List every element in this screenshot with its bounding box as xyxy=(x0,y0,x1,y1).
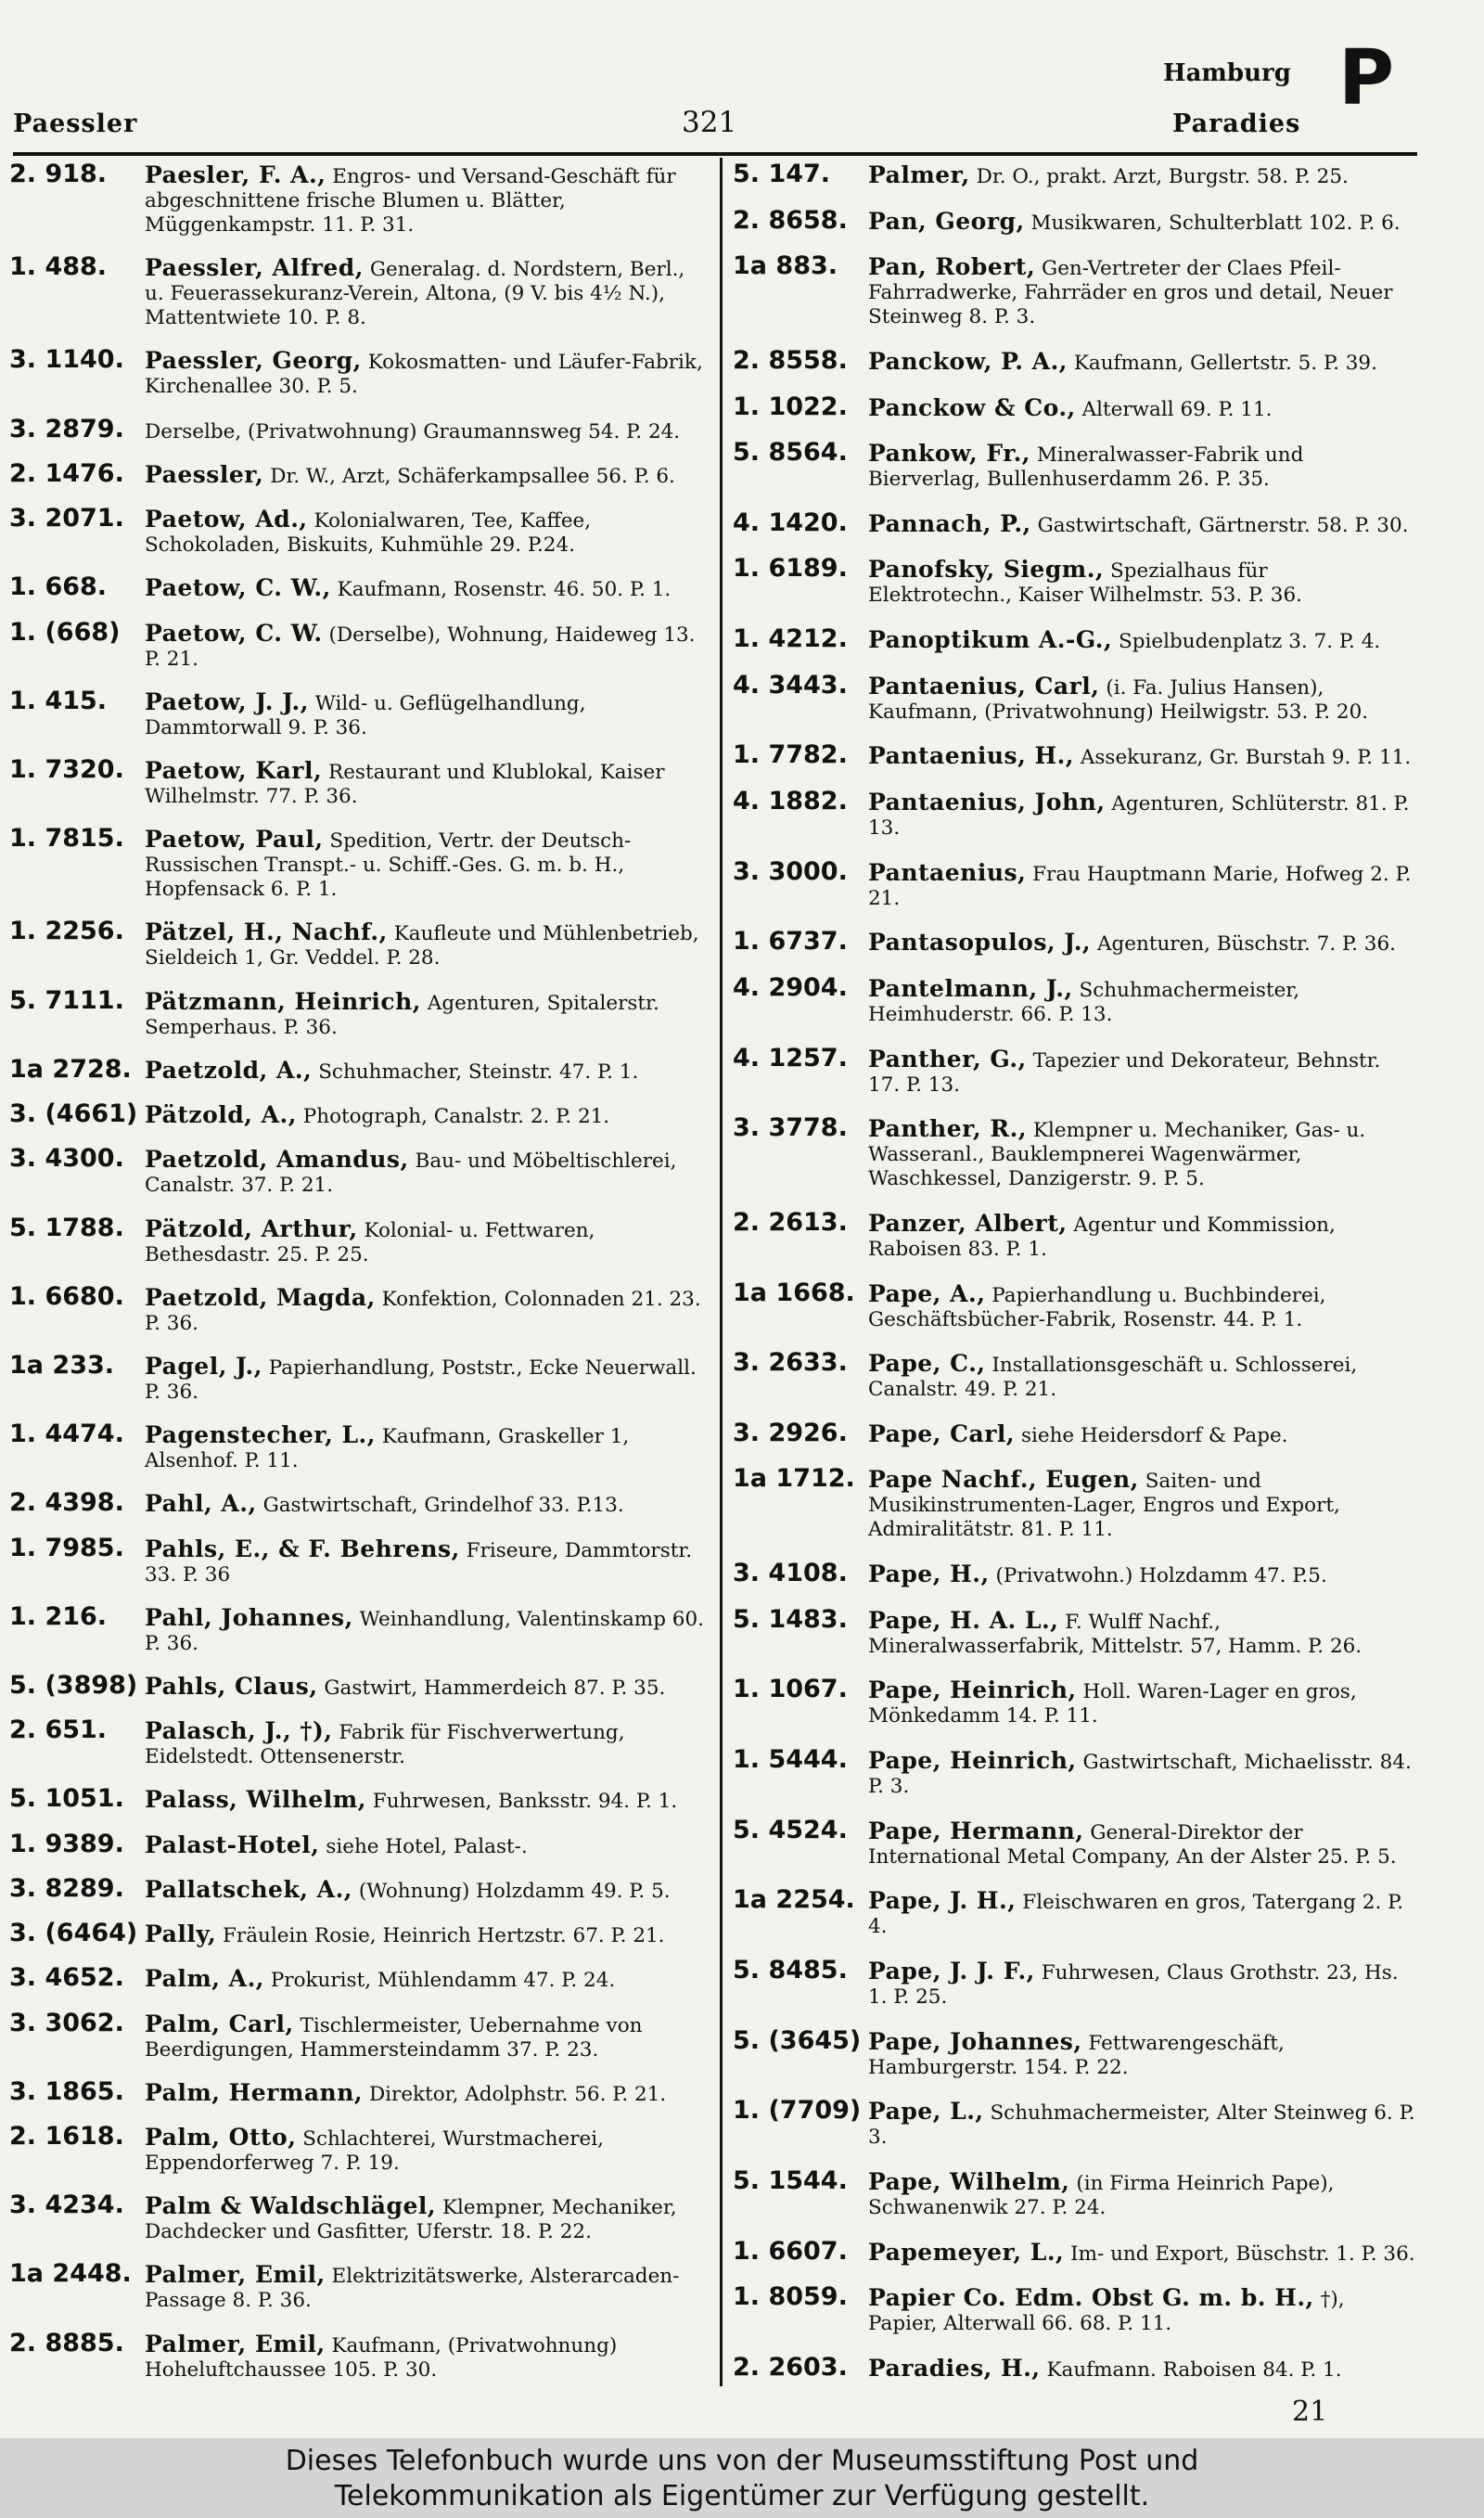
subscriber-details: Konfektion, Colonnaden 21. 23. P. 36. xyxy=(145,1287,701,1335)
phone-number: 3. 2926. xyxy=(733,1418,848,1447)
directory-entry xyxy=(9,458,705,489)
subscriber-details: Gen-Vertreter der Claes Pfeil-Fahrradwerke, Fahrräder en gros und detail, Neuer Steinweg 8. P. 3. xyxy=(868,257,1393,329)
phone-number: 1a 1668. xyxy=(733,1278,855,1307)
subscriber-name: Panther, G., xyxy=(868,1045,1027,1073)
phone-number: 2. 8658. xyxy=(733,205,848,235)
phone-number: 1. 488. xyxy=(9,252,108,282)
subscriber-name: Pätzmann, Heinrich, xyxy=(145,987,421,1015)
phone-number: 3. 4652. xyxy=(9,1963,124,1993)
subscriber-name: Palm, Otto, xyxy=(145,2124,297,2151)
phone-number: 1a 233. xyxy=(9,1350,115,1380)
subscriber-name: Pantelmann, J., xyxy=(868,974,1073,1002)
subscriber-details: Klempner u. Mechaniker, Gas- u. Wasseranl., Bauklempnerei Wagenwärmer, Waschkessel, Danzigerstr. 9. P. 5. xyxy=(868,1119,1366,1191)
phone-number: 3. 8289. xyxy=(9,1873,124,1903)
subscriber-name: Palasch, J., †), xyxy=(145,1717,333,1745)
phone-number: 1a 1712. xyxy=(733,1464,855,1494)
directory-entry xyxy=(733,1745,1417,1799)
directory-entry xyxy=(733,787,1417,841)
subscriber-details: Agentur und Kommission, Raboisen 83. P. 1. xyxy=(868,1213,1336,1261)
subscriber-name: Pannach, P., xyxy=(868,509,1031,537)
subscriber-name: Pape, J. H., xyxy=(868,1887,1017,1915)
phone-number: 1a 2448. xyxy=(9,2259,132,2289)
directory-entry xyxy=(733,624,1417,654)
directory-entry xyxy=(9,160,705,238)
subscriber-name: Paessler, Georg, xyxy=(145,347,362,375)
directory-entry xyxy=(733,1559,1417,1588)
subscriber-details: Fabrik für Fischverwertung, Eidelstedt. Ottensenerstr. xyxy=(145,1721,625,1769)
subscriber-name: Pape, Heinrich, xyxy=(868,1747,1077,1775)
directory-entry xyxy=(9,1281,705,1336)
directory-entry xyxy=(9,1488,705,1518)
subscriber-name: Paetow, Ad., xyxy=(145,506,308,533)
directory-entry xyxy=(9,754,705,809)
phone-number: 5. 1051. xyxy=(9,1784,124,1814)
subscriber-details: Fuhrwesen, Banksstr. 94. P. 1. xyxy=(372,1790,678,1814)
phone-number: 1. 6680. xyxy=(9,1281,124,1311)
directory-entry xyxy=(9,2076,705,2107)
directory-entry xyxy=(9,1054,705,1085)
subscriber-details: Tapezier und Dekorateur, Behnstr. 17. P. 13. xyxy=(868,1048,1381,1097)
directory-entry xyxy=(9,1919,705,1948)
directory-entry xyxy=(733,160,1417,189)
directory-entry xyxy=(9,2259,705,2313)
directory-entry xyxy=(733,2025,1417,2080)
directory-entry xyxy=(9,1715,705,1769)
subscriber-name: Pagel, J., xyxy=(145,1352,262,1380)
subscriber-name: Pantaenius, Carl, xyxy=(868,672,1100,700)
subscriber-details: Restaurant und Klublokal, Kaiser Wilhelmstr. 77. P. 36. xyxy=(145,760,665,808)
subscriber-name: Palm, Carl, xyxy=(145,2010,294,2037)
directory-entry xyxy=(9,1829,705,1859)
subscriber-details: Fleischwaren en gros, Tatergang 2. P. 4. xyxy=(868,1891,1404,1939)
phone-number: 2. 2613. xyxy=(733,1207,848,1237)
subscriber-name: Paetow, C. W., xyxy=(145,574,331,602)
directory-entry xyxy=(733,1043,1417,1098)
subscriber-details: Bau- und Möbeltischlerei, Canalstr. 37. P. 21. xyxy=(145,1150,677,1198)
phone-number: 1. 2256. xyxy=(9,917,124,946)
subscriber-name: Pantaenius, John, xyxy=(868,789,1106,816)
subscriber-details: siehe Heidersdorf & Pape. xyxy=(1020,1423,1288,1447)
directory-entry xyxy=(9,252,705,330)
subscriber-name: Pally, xyxy=(145,1921,217,1948)
subscriber-details: Engros- und Versand-Geschäft für abgeschnittene frische Blumen u. Blätter, Müggenkampstr. 11. P. 31. xyxy=(145,165,676,237)
subscriber-name: Pape, Johannes, xyxy=(868,2027,1082,2055)
subscriber-name: Papier Co. Edm. Obst G. m. b. H., xyxy=(868,2284,1314,2312)
directory-entry xyxy=(9,1350,705,1405)
subscriber-name: Palass, Wilhelm, xyxy=(145,1786,366,1814)
subscriber-details: Saiten- und Musikinstrumenten-Lager, Engros und Export, Admiralitätstr. 81. P. 11. xyxy=(868,1470,1340,1542)
directory-entry xyxy=(9,2008,705,2062)
subscriber-name: Palast-Hotel, xyxy=(145,1831,320,1858)
subscriber-details: Kolonial- u. Fettwaren, Bethesdastr. 25. P. 25. xyxy=(145,1218,595,1266)
subscriber-name: Pape, H. A. L., xyxy=(868,1606,1059,1634)
ownership-footer xyxy=(0,2438,1484,2518)
phone-number: 3. (4661) xyxy=(9,1099,138,1129)
subscriber-details: (in Firma Heinrich Pape), Schwanenwik 27. P. 24. xyxy=(868,2171,1335,2219)
subscriber-name: Pätzel, H., Nachf., xyxy=(145,919,388,946)
right-column xyxy=(733,160,1417,2383)
directory-entry xyxy=(733,740,1417,770)
directory-entry xyxy=(733,1113,1417,1191)
subscriber-details: Dr. W., Arzt, Schäferkampsallee 56. P. 6. xyxy=(270,464,675,488)
subscriber-name: Paetzold, Magda, xyxy=(145,1283,376,1311)
phone-number: 3. 3778. xyxy=(733,1113,848,1143)
page-footer-number: 21 xyxy=(1292,2396,1328,2428)
directory-entry xyxy=(733,251,1417,329)
directory-entry xyxy=(9,1963,705,1993)
phone-number: 2. 8885. xyxy=(9,2328,124,2357)
subscriber-name: Pape, A., xyxy=(868,1279,986,1307)
phone-number: 1. (7709) xyxy=(733,2096,862,2126)
directory-entry xyxy=(733,1604,1417,1659)
phone-number: 3. 2633. xyxy=(733,1348,848,1378)
subscriber-details: Photograph, Canalstr. 2. P. 21. xyxy=(302,1105,610,1129)
subscriber-details: F. Wulff Nachf., Mineralwasserfabrik, Mittelstr. 57, Hamm. P. 26. xyxy=(868,1610,1362,1658)
directory-entry xyxy=(9,2122,705,2176)
subscriber-details: Klempner, Mechaniker, Dachdecker und Gasfitter, Uferstr. 18. P. 22. xyxy=(145,2196,677,2244)
phone-number: 2. 918. xyxy=(9,160,108,188)
header-page-number: 321 xyxy=(682,106,737,139)
subscriber-name: Paradies, H., xyxy=(868,2354,1041,2382)
footer-line: Dieses Telefonbuch wurde uns von der Museumsstiftung Post und xyxy=(285,2445,1199,2477)
subscriber-details: Schuhmacher, Steinstr. 47. P. 1. xyxy=(318,1060,639,1084)
left-column xyxy=(9,160,705,2383)
directory-entry xyxy=(733,507,1417,538)
subscriber-details: Assekuranz, Gr. Burstah 9. P. 11. xyxy=(1080,746,1412,770)
directory-entry xyxy=(733,2352,1417,2383)
phone-number: 3. 4108. xyxy=(733,1559,848,1588)
phone-number: 5. 7111. xyxy=(9,985,124,1015)
directory-entry xyxy=(9,1601,705,1656)
header-city: Hamburg xyxy=(1163,59,1291,87)
subscriber-name: Paessler, Alfred, xyxy=(145,254,364,282)
phone-number: 3. (6464) xyxy=(9,1919,138,1948)
directory-entry xyxy=(733,2165,1417,2220)
header-right-name: Paradies xyxy=(1172,109,1301,138)
subscriber-details: (Privatwohn.) Holzdamm 47. P.5. xyxy=(995,1564,1327,1588)
subscriber-name: Pätzold, Arthur, xyxy=(145,1214,358,1242)
subscriber-details: Generalag. d. Nordstern, Berl., u. Feuerassekuranz-Verein, Altona, (9 V. bis 4½ N.), Mattentwiete 10. P. 8. xyxy=(145,258,685,330)
directory-entry xyxy=(9,686,705,740)
subscriber-details: Schuhmachermeister, Heimhuderstr. 66. P. 13. xyxy=(868,978,1300,1026)
subscriber-details: (Wohnung) Holzdamm 49. P. 5. xyxy=(358,1879,671,1903)
subscriber-name: Pan, Robert, xyxy=(868,253,1036,281)
subscriber-name: Pape, Heinrich, xyxy=(868,1677,1077,1704)
header-left-name: Paessler xyxy=(13,109,138,138)
subscriber-name: Pahls, Claus, xyxy=(145,1673,318,1701)
phone-number: 2. 1618. xyxy=(9,2122,124,2151)
phone-number: 1. 7782. xyxy=(733,740,848,770)
directory-entry xyxy=(9,1213,705,1267)
subscriber-details: Derselbe, (Privatwohnung) Graumannsweg 54. P. 24. xyxy=(145,419,681,443)
subscriber-name: Paetzold, Amandus, xyxy=(145,1146,409,1174)
subscriber-details: Tischlermeister, Uebernahme von Beerdigungen, Hammersteindamm 37. P. 23. xyxy=(145,2013,643,2062)
subscriber-details: Mineralwasser-Fabrik und Bierverlag, Bullenhuserdamm 26. P. 35. xyxy=(868,443,1304,492)
phone-number: 1. 1067. xyxy=(733,1675,848,1704)
directory-entry xyxy=(9,985,705,1040)
phone-number: 3. 3062. xyxy=(9,2008,124,2037)
phone-number: 3. 3000. xyxy=(733,856,848,886)
subscriber-name: Pantaenius, xyxy=(868,858,1027,886)
phone-number: 1. 7815. xyxy=(9,824,124,854)
subscriber-details: Schuhmachermeister, Alter Steinweg 6. P. 3. xyxy=(868,2101,1415,2150)
subscriber-name: Panther, R., xyxy=(868,1115,1028,1143)
phone-number: 1. 7320. xyxy=(9,754,124,784)
phone-number: 1. 8059. xyxy=(733,2282,848,2312)
phone-number: 5. 1788. xyxy=(9,1213,124,1242)
phone-number: 4. 1882. xyxy=(733,787,848,816)
subscriber-name: Pätzold, A., xyxy=(145,1101,297,1129)
directory-entry xyxy=(733,2282,1417,2336)
directory-entry xyxy=(733,1675,1417,1728)
subscriber-name: Pankow, Fr., xyxy=(868,440,1030,468)
subscriber-details: (Derselbe), Wohnung, Haideweg 13. P. 21. xyxy=(145,623,696,671)
phone-number: 3. 1865. xyxy=(9,2076,124,2106)
subscriber-details: Fuhrwesen, Claus Grothstr. 23, Hs. 1. P. 25. xyxy=(868,1960,1399,2009)
subscriber-name: Panckow & Co., xyxy=(868,393,1076,421)
directory-entry xyxy=(733,1207,1417,1262)
phone-number: 2. 2603. xyxy=(733,2352,848,2382)
subscriber-details: Agenturen, Spitalerstr. Semperhaus. P. 36. xyxy=(145,991,659,1039)
subscriber-details: Dr. O., prakt. Arzt, Burgstr. 58. P. 25. xyxy=(976,165,1349,188)
phone-number: 1a 2254. xyxy=(733,1885,855,1915)
subscriber-details: Installationsgeschäft u. Schlosserei, Canalstr. 49. P. 21. xyxy=(868,1354,1358,1402)
directory-entry xyxy=(733,856,1417,911)
phone-number: 1. 216. xyxy=(9,1601,108,1631)
directory-entry xyxy=(9,1099,705,1129)
directory-entry xyxy=(9,1533,705,1587)
subscriber-details: Kaufleute und Mühlenbetrieb, Sieldeich 1, Gr. Veddel. P. 28. xyxy=(145,922,699,970)
subscriber-name: Pape Nachf., Eugen, xyxy=(868,1466,1139,1494)
directory-entry xyxy=(733,2236,1417,2267)
subscriber-details: Spielbudenplatz 3. 7. P. 4. xyxy=(1119,630,1381,654)
directory-entry xyxy=(733,1418,1417,1448)
subscriber-details: Kaufmann, Rosenstr. 46. 50. P. 1. xyxy=(337,578,672,602)
subscriber-details: Gastwirt, Hammerdeich 87. P. 35. xyxy=(324,1677,666,1701)
subscriber-details: Im- und Export, Büschstr. 1. P. 36. xyxy=(1070,2242,1415,2266)
subscriber-name: Paessler, xyxy=(145,460,264,488)
subscriber-name: Pan, Georg, xyxy=(868,207,1025,235)
subscriber-details: (i. Fa. Julius Hansen), Kaufmann, (Privatwohnung) Heilwigstr. 53. P. 20. xyxy=(868,675,1369,724)
phone-number: 5. 8485. xyxy=(733,1955,848,1985)
phone-number: 1a 2728. xyxy=(9,1054,132,1084)
subscriber-details: Schlachterei, Wurstmacherei, Eppendorferweg 7. P. 19. xyxy=(145,2127,604,2175)
subscriber-name: Pantasopulos, J., xyxy=(868,929,1092,957)
subscriber-details: Gastwirtschaft, Grindelhof 33. P.13. xyxy=(262,1494,624,1518)
directory-entry xyxy=(9,1420,705,1473)
subscriber-name: Panzer, Albert, xyxy=(868,1209,1068,1237)
directory-entry xyxy=(9,824,705,902)
subscriber-name: Pallatschek, A., xyxy=(145,1875,352,1903)
phone-number: 1. 9389. xyxy=(9,1829,124,1858)
subscriber-name: Paetow, J. J., xyxy=(145,687,309,715)
directory-entry xyxy=(733,1348,1417,1402)
subscriber-name: Panckow, P. A., xyxy=(868,347,1068,375)
subscriber-details: Wild- u. Geflügelhandlung, Dammtorwall 9. P. 36. xyxy=(145,691,586,739)
directory-entry xyxy=(733,1955,1417,2010)
subscriber-name: Pape, C., xyxy=(868,1350,986,1378)
subscriber-name: Paetow, C. W. xyxy=(145,619,323,647)
phone-number: 5. (3645) xyxy=(733,2025,862,2055)
phone-number: 2. 8558. xyxy=(733,345,848,375)
subscriber-name: Panofsky, Siegm., xyxy=(868,556,1105,584)
phone-number: 3. 1140. xyxy=(9,345,124,375)
subscriber-name: Pape, L., xyxy=(868,2098,984,2126)
directory-entry xyxy=(733,670,1417,725)
directory-entry xyxy=(733,438,1417,492)
subscriber-name: Pape, Hermann, xyxy=(868,1817,1084,1844)
directory-entry xyxy=(9,917,705,970)
phone-number: 1. 6189. xyxy=(733,554,848,584)
subscriber-details: Kaufmann. Raboisen 84. P. 1. xyxy=(1046,2357,1342,2382)
phone-number: 1. 668. xyxy=(9,572,108,602)
subscriber-details: Elektrizitätswerke, Alsterarcaden-Passage 8. P. 36. xyxy=(145,2265,680,2313)
subscriber-name: Pape, Wilhelm, xyxy=(868,2167,1070,2195)
subscriber-name: Palmer, xyxy=(868,161,970,188)
subscriber-name: Paesler, F. A., xyxy=(145,161,326,188)
subscriber-details: Fräulein Rosie, Heinrich Hertzstr. 67. P. 21. xyxy=(223,1924,665,1948)
subscriber-name: Pahl, Johannes, xyxy=(145,1603,353,1631)
phone-number: 3. 4300. xyxy=(9,1144,124,1174)
directory-entry xyxy=(9,2190,705,2244)
subscriber-details: Spedition, Vertr. der Deutsch-Russischen Transpt.- u. Schiff.-Ges. G. m. b. H., Hopfensack 6. P. 1. xyxy=(145,829,632,902)
directory-entry xyxy=(9,572,705,602)
subscriber-details: Alterwall 69. P. 11. xyxy=(1081,397,1273,421)
subscriber-details: Agenturen, Büschstr. 7. P. 36. xyxy=(1096,932,1396,957)
phone-number: 4. 1257. xyxy=(733,1043,848,1073)
subscriber-details: siehe Hotel, Palast-. xyxy=(326,1834,528,1858)
directory-entry xyxy=(733,554,1417,608)
directory-entry xyxy=(733,927,1417,957)
subscriber-details: Kaufmann, Gellertstr. 5. P. 39. xyxy=(1073,351,1377,375)
phone-number: 2. 651. xyxy=(9,1715,108,1745)
subscriber-name: Pahls, E., & F. Behrens, xyxy=(145,1535,460,1562)
phone-number: 1. 4212. xyxy=(733,624,848,654)
phone-number: 2. 1476. xyxy=(9,458,124,488)
phone-number: 1. 6607. xyxy=(733,2236,848,2266)
subscriber-details: Musikwaren, Schulterblatt 102. P. 6. xyxy=(1030,211,1401,235)
subscriber-details: Frau Hauptmann Marie, Hofweg 2. P. 21. xyxy=(868,862,1412,910)
subscriber-name: Palmer, Emil, xyxy=(145,2261,326,2289)
phone-number: 5. 1483. xyxy=(733,1604,848,1634)
subscriber-name: Palmer, Emil, xyxy=(145,2330,326,2357)
subscriber-details: Agenturen, Schlüterstr. 81. P. 13. xyxy=(868,792,1410,841)
subscriber-name: Pagenstecher, L., xyxy=(145,1421,376,1449)
directory-entry xyxy=(9,1873,705,1904)
subscriber-name: Pahl, A., xyxy=(145,1490,257,1518)
subscriber-details: Weinhandlung, Valentinskamp 60. P. 36. xyxy=(145,1607,704,1655)
column-divider xyxy=(720,158,723,2386)
subscriber-name: Paetow, Paul, xyxy=(145,826,324,854)
subscriber-details: Papierhandlung, Poststr., Ecke Neuerwall. P. 36. xyxy=(145,1355,697,1404)
phone-number: 3. 2879. xyxy=(9,414,124,443)
subscriber-details: Fettwarengeschäft, Hamburgerstr. 154. P. 22. xyxy=(868,2031,1285,2079)
subscriber-details: Kokosmatten- und Läufer-Fabrik, Kirchenallee 30. P. 5. xyxy=(145,351,703,399)
phone-number: 1. 6737. xyxy=(733,927,848,957)
directory-entry xyxy=(733,1464,1417,1542)
phone-number: 1. 5444. xyxy=(733,1745,848,1775)
subscriber-name: Pantaenius, H., xyxy=(868,742,1075,770)
directory-entry xyxy=(9,504,705,558)
subscriber-details: Friseure, Dammtorstr. 33. P. 36 xyxy=(145,1538,693,1587)
directory-entry xyxy=(733,392,1417,422)
subscriber-details: Direktor, Adolphstr. 56. P. 21. xyxy=(368,2082,667,2106)
subscriber-details: Spezialhaus für Elektrotechn., Kaiser Wilhelmstr. 53. P. 36. xyxy=(868,559,1302,608)
directory-entry xyxy=(733,972,1417,1027)
phone-number: 1. 4474. xyxy=(9,1420,124,1449)
phone-number: 4. 1420. xyxy=(733,507,848,537)
directory-entry xyxy=(733,1278,1417,1332)
subscriber-details: †), Papier, Alterwall 66. 68. P. 11. xyxy=(868,2288,1345,2336)
phone-number: 5. 8564. xyxy=(733,438,848,468)
subscriber-name: Papemeyer, L., xyxy=(868,2238,1065,2266)
subscriber-name: Palm, Hermann, xyxy=(145,2078,364,2106)
directory-entry xyxy=(733,205,1417,236)
phone-number: 5. (3898) xyxy=(9,1671,138,1701)
phone-number: 4. 3443. xyxy=(733,670,848,700)
directory-entry xyxy=(9,414,705,444)
subscriber-name: Pape, H., xyxy=(868,1561,990,1588)
directory-entry xyxy=(9,617,705,672)
subscriber-name: Panoptikum A.-G., xyxy=(868,626,1113,654)
phone-number: 1. 415. xyxy=(9,686,108,715)
directory-entry xyxy=(733,345,1417,376)
phone-number: 4. 2904. xyxy=(733,972,848,1002)
subscriber-details: Kaufmann, (Privatwohnung) Hoheluftchaussee 105. P. 30. xyxy=(145,2333,618,2382)
phone-number: 5. 147. xyxy=(733,160,831,188)
subscriber-details: Papierhandlung u. Buchbinderei, Geschäftsbücher-Fabrik, Rosenstr. 44. P. 1. xyxy=(868,1283,1326,1331)
phone-number: 1. 1022. xyxy=(733,392,848,421)
directory-entry xyxy=(733,1815,1417,1869)
subscriber-name: Palm & Waldschlägel, xyxy=(145,2192,437,2220)
phone-number: 2. 4398. xyxy=(9,1488,124,1518)
directory-entry xyxy=(733,1885,1417,1939)
directory-entry xyxy=(9,1144,705,1198)
subscriber-details: Kaufmann, Graskeller 1, Alsenhof. P. 11. xyxy=(145,1425,630,1473)
subscriber-name: Paetzold, A., xyxy=(145,1056,313,1084)
phone-number: 3. 2071. xyxy=(9,504,124,533)
subscriber-details: Prokurist, Mühlendamm 47. P. 24. xyxy=(270,1969,616,1993)
directory-entry xyxy=(733,2096,1417,2150)
subscriber-details: Kolonialwaren, Tee, Kaffee, Schokoladen, Biskuits, Kuhmühle 29. P.24. xyxy=(145,509,592,558)
subscriber-details: Gastwirtschaft, Michaelisstr. 84. P. 3. xyxy=(868,1751,1412,1799)
subscriber-details: General-Direktor der International Metal Company, An der Alster 25. P. 5. xyxy=(868,1820,1397,1869)
directory-entry xyxy=(9,1784,705,1814)
subscriber-name: Paetow, Karl, xyxy=(145,756,323,784)
phone-number: 1a 883. xyxy=(733,251,838,281)
subscriber-name: Palm, A., xyxy=(145,1965,264,1993)
phone-number: 3. 4234. xyxy=(9,2190,124,2220)
phone-number: 5. 1544. xyxy=(733,2165,848,2195)
header-letter: P xyxy=(1338,34,1395,122)
directory-entry xyxy=(9,1671,705,1701)
header-rule xyxy=(13,152,1417,156)
directory-entry xyxy=(9,345,705,399)
phone-number: 1. 7985. xyxy=(9,1533,124,1562)
subscriber-name: Pape, Carl, xyxy=(868,1420,1016,1447)
subscriber-details: Gastwirtschaft, Gärtnerstr. 58. P. 30. xyxy=(1037,513,1409,537)
directory-entry xyxy=(9,2328,705,2383)
subscriber-details: Holl. Waren-Lager en gros, Mönkedamm 14. P. 11. xyxy=(868,1680,1357,1728)
phone-number: 1. (668) xyxy=(9,617,121,647)
phone-number: 5. 4524. xyxy=(733,1815,848,1844)
footer-line: Telekommunikation als Eigentümer zur Verfügung gestellt. xyxy=(334,2480,1150,2512)
subscriber-name: Pape, J. J. F., xyxy=(868,1957,1035,1985)
